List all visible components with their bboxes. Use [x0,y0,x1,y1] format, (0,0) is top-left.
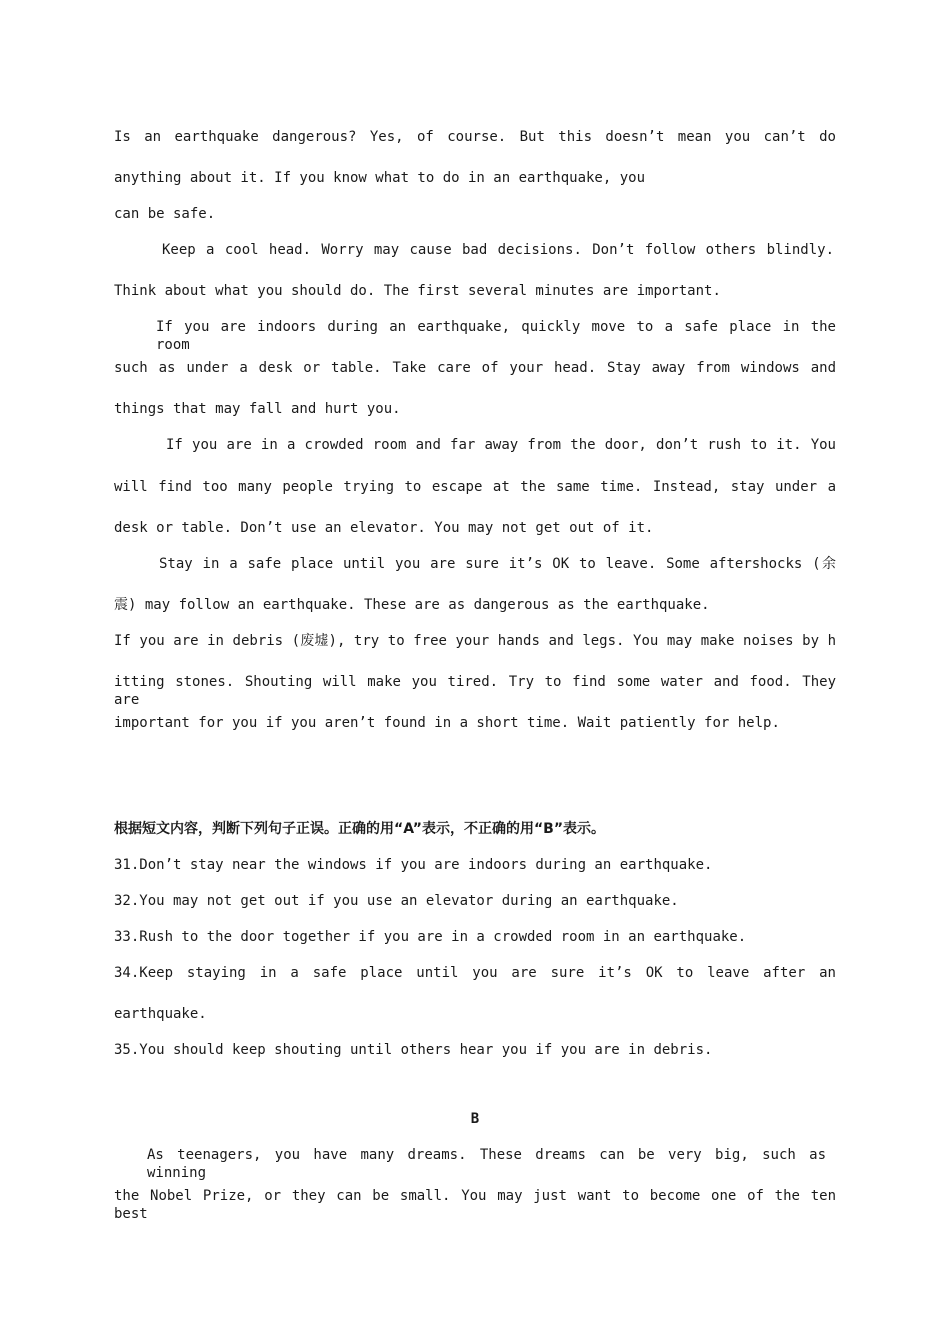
passage-a-line: Stay in a safe place until you are sure it’s OK to leave. Some aftershocks (余 [159,556,836,572]
question-item-continuation: earthquake. [114,1006,207,1022]
instructions-heading: 根据短文内容，判断下列句子正误。正确的用“A”表示，不正确的用“B”表示。 [114,821,606,837]
passage-a-line: such as under a desk or table. Take care of your head. Stay away from windows and [114,360,836,376]
passage-a-line: anything about it. If you know what to do in an earthquake, you [114,170,646,186]
passage-a-line: will find too many people trying to escape at the same time. Instead, stay under a [114,479,836,495]
section-b-line: As teenagers, you have many dreams. These dreams can be very big, such as winning [147,1147,826,1181]
passage-a-line: Keep a cool head. Worry may cause bad decisions. Don’t follow others blindly. [162,242,834,258]
passage-a-line: 震) may follow an earthquake. These are as dangerous as the earthquake. [114,597,710,613]
passage-a-line: Think about what you should do. The first several minutes are important. [114,283,721,299]
passage-a-line: desk or table. Don’t use an elevator. You may not get out of it. [114,520,654,536]
question-item: 35.You should keep shouting until others hear you if you are in debris. [114,1042,713,1058]
section-b-title: B [470,1111,480,1127]
question-item: 31.Don’t stay near the windows if you are indoors during an earthquake. [114,857,713,873]
passage-a-line: If you are indoors during an earthquake, quickly move to a safe place in the room [156,319,836,353]
passage-a-line: If you are in a crowded room and far away from the door, don’t rush to it. You [166,437,836,453]
passage-a-line: can be safe. [114,206,216,222]
passage-a-line: important for you if you aren’t found in a short time. Wait patiently for help. [114,715,780,731]
passage-a-line: things that may fall and hurt you. [114,401,401,417]
passage-a-line: If you are in debris (废墟), try to free your hands and legs. You may make noises by h [114,633,836,649]
question-item: 33.Rush to the door together if you are in a crowded room in an earthquake. [114,929,747,945]
question-item: 34.Keep staying in a safe place until you are sure it’s OK to leave after an [114,965,836,981]
passage-a-line: Is an earthquake dangerous? Yes, of course. But this doesn’t mean you can’t do [114,129,836,145]
section-b-line: the Nobel Prize, or they can be small. You may just want to become one of the ten best [114,1188,836,1222]
passage-a-line: itting stones. Shouting will make you tired. Try to find some water and food. They are [114,674,836,708]
question-item: 32.You may not get out if you use an elevator during an earthquake. [114,893,679,909]
